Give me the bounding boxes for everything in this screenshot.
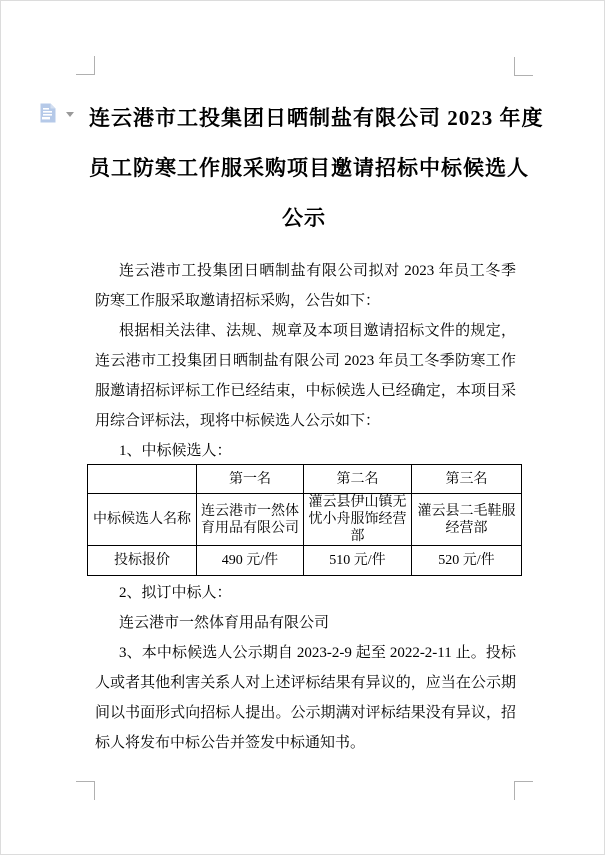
- text-boundary-mark-top-right: [514, 57, 533, 76]
- paragraph-publicity-period: 3、本中标候选人公示期自 2023-2-9 起至 2022-2-11 止。投标人或者其他利害关系人对上述评标结果有异议的，应当在公示期间以书面形式向招标人提出。公示期满对评标结果没有异议，招标人将发布中标公告并签发中标通知书。: [95, 645, 516, 751]
- row-label-candidate-name: 中标候选人名称: [88, 494, 197, 546]
- text-boundary-mark-top-left: [76, 56, 95, 75]
- paragraph-intro: 连云港市工投集团日晒制盐有限公司拟对 2023 年员工冬季防寒工作服采取邀请招标采购，公告如下：: [95, 263, 516, 309]
- row-label-bid-price: 投标报价: [88, 546, 197, 576]
- proposed-winner-name: 连云港市一然体育用品有限公司: [119, 615, 330, 631]
- table-header-first: 第一名: [197, 465, 304, 494]
- table-header-blank: [88, 465, 197, 494]
- document-options-icon: [37, 102, 59, 124]
- chevron-down-icon: [66, 112, 74, 117]
- document-body-lower: [95, 578, 516, 758]
- cell-price-2: 510 元/件: [304, 546, 412, 576]
- cell-candidate-1: 连云港市一然体育用品有限公司: [197, 494, 304, 546]
- document-title: [89, 93, 544, 243]
- text-boundary-mark-bottom-left: [76, 781, 95, 800]
- paragraph-basis: 根据相关法律、法规、规章及本项目邀请招标文件的规定，连云港市工投集团日晒制盐有限公司 2023 年员工冬季防寒工作服邀请招标评标工作已经结束，中标候选人已经确定，本项目采用综合评标法，现将中标候选人公示如下：: [95, 323, 516, 429]
- table-header-row: [88, 465, 522, 494]
- cell-candidate-3: 灌云县二毛鞋服经营部: [412, 494, 522, 546]
- cell-candidate-2: 灌云县伊山镇无忧小舟服饰经营部: [304, 494, 412, 546]
- text-boundary-mark-bottom-right: [514, 781, 533, 800]
- table-header-third: 第三名: [412, 465, 522, 494]
- document-body-upper: [95, 256, 516, 466]
- table-header-second: 第二名: [304, 465, 412, 494]
- cell-price-1: 490 元/件: [197, 546, 304, 576]
- table-row-bid-price: [88, 546, 522, 576]
- list-item-candidates: 1、中标候选人：: [119, 443, 232, 459]
- cell-price-3: 520 元/件: [412, 546, 522, 576]
- title-line-3: 公示: [282, 206, 326, 230]
- list-item-proposed-winner: 2、拟订中标人：: [119, 585, 232, 601]
- title-line-1: 连云港市工投集团日晒制盐有限公司 2023 年度: [89, 106, 544, 130]
- bid-candidates-table: [87, 464, 522, 576]
- title-line-2: 员工防寒工作服采购项目邀请招标中标候选人: [89, 156, 529, 180]
- table-row-candidate-names: [88, 494, 522, 546]
- paragraph-options-control[interactable]: [37, 102, 74, 124]
